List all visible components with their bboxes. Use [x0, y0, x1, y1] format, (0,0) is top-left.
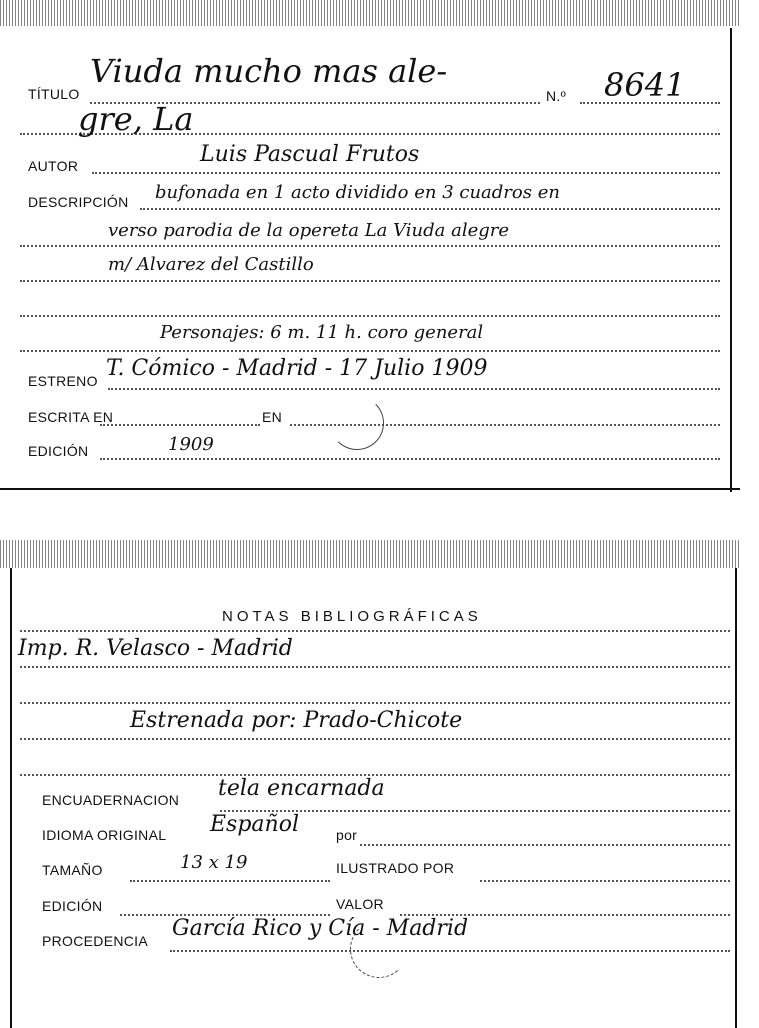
- rule-line: [480, 880, 730, 882]
- rule-line: [20, 350, 720, 352]
- label-autor: AUTOR: [28, 158, 79, 174]
- value-numero: 8641: [604, 66, 686, 104]
- rule-line: [170, 950, 730, 952]
- value-idioma-original: Español: [210, 812, 299, 837]
- value-personajes: Personajes: 6 m. 11 h. coro general: [160, 322, 484, 343]
- label-edicion: EDICIÓN: [28, 443, 89, 459]
- card-left-border: [10, 568, 12, 1028]
- value-titulo-line2: gre, La: [78, 100, 194, 138]
- rule-line: [140, 208, 720, 210]
- catalog-card-back: [0, 540, 740, 1028]
- label-por: por: [336, 827, 358, 843]
- rule-line: [20, 315, 720, 317]
- card-top-edge: [0, 0, 740, 26]
- value-descripcion-line2: verso parodia de la opereta La Viuda alegre: [108, 220, 510, 241]
- value-edicion: 1909: [168, 434, 214, 455]
- value-procedencia: García Rico y Cía - Madrid: [172, 916, 469, 941]
- value-titulo-line1: Viuda mucho mas ale-: [90, 52, 448, 90]
- rule-line: [130, 880, 330, 882]
- label-en: EN: [262, 409, 283, 425]
- label-ilustrado-por: ILUSTRADO POR: [336, 860, 455, 876]
- rule-line: [20, 245, 720, 247]
- value-notes-estrenada: Estrenada por: Prado-Chicote: [130, 708, 463, 733]
- value-encuadernacion: tela encarnada: [218, 776, 385, 801]
- ink-stamp-mark: [330, 396, 384, 450]
- value-descripcion-line1: bufonada en 1 acto dividido en 3 cuadros en: [155, 182, 560, 203]
- label-descripcion: DESCRIPCIÓN: [28, 194, 129, 210]
- label-tamano: TAMAÑO: [42, 862, 103, 878]
- label-idioma-original: IDIOMA ORIGINAL: [42, 827, 167, 843]
- card-right-border: [735, 568, 737, 1028]
- label-edicion-2: EDICIÓN: [42, 898, 103, 914]
- value-autor: Luis Pascual Frutos: [200, 142, 420, 167]
- value-notes-imprenta: Imp. R. Velasco - Madrid: [18, 636, 293, 661]
- value-tamano: 13 x 19: [180, 852, 248, 873]
- heading-notas-bibliograficas: NOTAS BIBLIOGRÁFICAS: [222, 608, 482, 625]
- card-top-edge: [0, 540, 740, 568]
- label-encuadernacion: ENCUADERNACION: [42, 792, 180, 808]
- label-titulo: TÍTULO: [28, 86, 80, 102]
- rule-line: [20, 738, 730, 740]
- rule-line: [100, 424, 260, 426]
- rule-line: [20, 630, 730, 632]
- card-right-border: [730, 28, 732, 492]
- rule-line: [108, 388, 720, 390]
- value-descripcion-line3: m/ Alvarez del Castillo: [108, 254, 314, 275]
- label-valor: VALOR: [336, 896, 384, 912]
- ink-stamp-mark: [350, 920, 408, 978]
- value-estreno: T. Cómico - Madrid - 17 Julio 1909: [106, 356, 488, 381]
- rule-line: [20, 702, 730, 704]
- rule-line: [20, 666, 730, 668]
- rule-line: [100, 458, 720, 460]
- label-numero: N.º: [546, 88, 567, 104]
- label-escrita-en: ESCRITA EN: [28, 409, 114, 425]
- rule-line: [360, 844, 730, 846]
- rule-line: [92, 172, 720, 174]
- rule-line: [20, 280, 720, 282]
- label-procedencia: PROCEDENCIA: [42, 933, 148, 949]
- catalog-card-front: [0, 0, 740, 492]
- card-bottom-border: [0, 488, 740, 490]
- label-estreno: ESTRENO: [28, 373, 98, 389]
